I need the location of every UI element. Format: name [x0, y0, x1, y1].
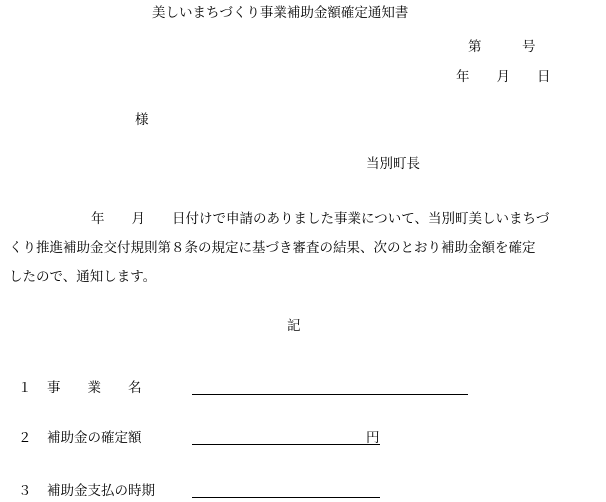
item-number: １ [18, 380, 32, 396]
document-title: 美しいまちづくり事業補助金額確定通知書 [152, 5, 409, 21]
addressee-suffix: 様 [135, 112, 149, 128]
document-date: 年 月 日 [456, 69, 551, 85]
document-number: 第 号 [468, 39, 536, 55]
body-line: くり推進補助金交付規則第８条の規定に基づき審査の結果、次のとおり補助金額を確定 [9, 240, 536, 256]
item-blank-line [192, 497, 380, 498]
body-line: 年 月 日付けで申請のありました事業について、当別町美しいまちづ [64, 211, 550, 227]
item-label: 補助金支払の時期 [47, 483, 155, 499]
item-blank-line [192, 394, 468, 395]
item-unit: 円 [366, 430, 380, 446]
item-label: 補助金の確定額 [47, 430, 142, 446]
item-blank-line [192, 444, 380, 445]
sender-name: 当別町長 [366, 156, 420, 172]
item-number: ２ [18, 430, 32, 446]
item-label: 事 業 名 [47, 380, 142, 396]
body-line: したので、通知します。 [9, 269, 157, 285]
item-number: ３ [18, 483, 32, 499]
ki-heading: 記 [287, 318, 301, 334]
